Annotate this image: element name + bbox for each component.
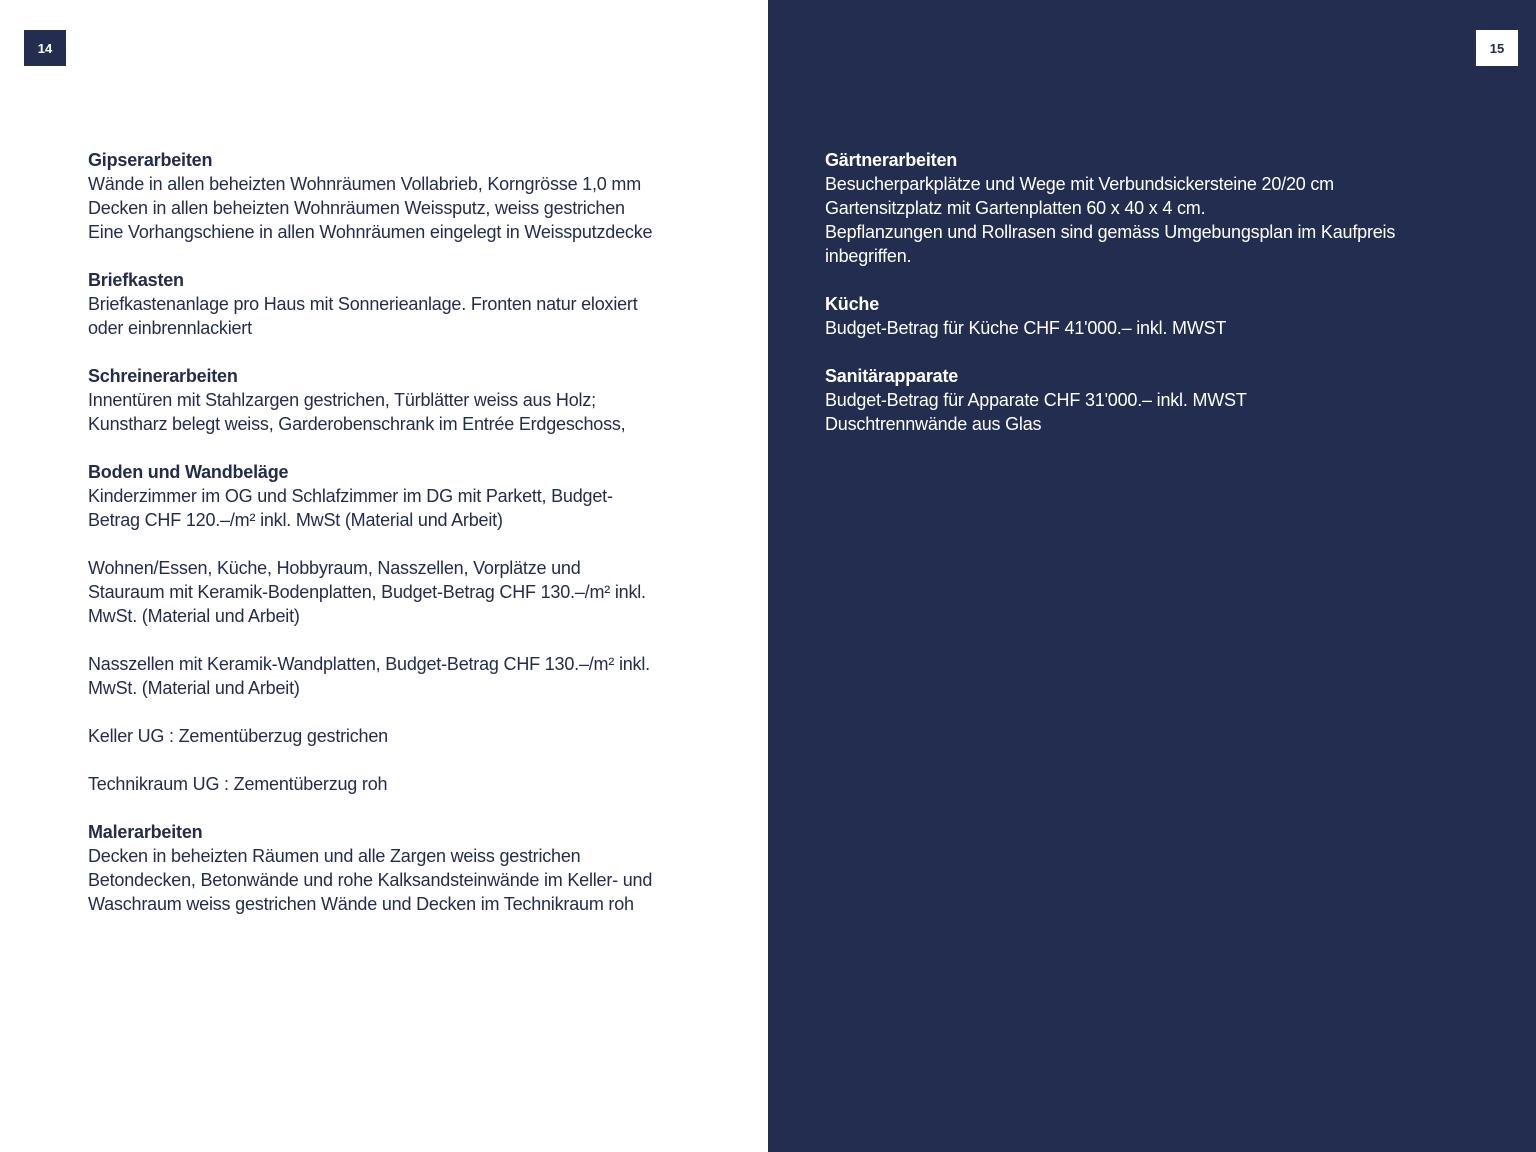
section-paragraph: Innentüren mit Stahlzargen gestrichen, Türblätter weiss aus Holz; Kunstharz belegt weiss, Garderobenschrank im Entrée Erdgeschoss, — [88, 390, 626, 434]
section-heading: Schreinerarbeiten — [88, 366, 238, 386]
section-heading: Gärtnerarbeiten — [825, 150, 958, 170]
section-paragraph: Briefkastenanlage pro Haus mit Sonnerieanlage. Fronten natur eloxiert oder einbrennlackiert — [88, 294, 638, 338]
section — [88, 364, 738, 436]
section — [825, 364, 1485, 436]
section-heading: Küche — [825, 294, 880, 314]
section — [825, 148, 1485, 268]
section — [88, 460, 738, 796]
section-paragraph: Wände in allen beheizten Wohnräumen Vollabrieb, Korngrösse 1,0 mm Decken in allen beheizten Wohnräumen Weissputz, weiss gestrichen Eine Vorhangschiene in allen Wohnräumen eingelegt in Weissputzdecke — [88, 174, 653, 242]
section — [825, 292, 1485, 340]
section-paragraph: Technikraum UG : Zementüberzug roh — [88, 774, 388, 794]
section-heading: Gipserarbeiten — [88, 150, 213, 170]
section-paragraph: Budget-Betrag für Küche CHF 41'000.– inkl. MWST — [825, 318, 1227, 338]
section-paragraph: Nasszellen mit Keramik-Wandplatten, Budget-Betrag CHF 130.–/m² inkl. MwSt. (Material und Arbeit) — [88, 654, 650, 698]
section — [88, 268, 738, 340]
section-heading: Malerarbeiten — [88, 822, 203, 842]
section-heading: Boden und Wandbeläge — [88, 462, 289, 482]
section-heading: Sanitärapparate — [825, 366, 959, 386]
section-paragraph: Wohnen/Essen, Küche, Hobbyraum, Nasszellen, Vorplätze und Stauraum mit Keramik-Bodenplatten, Budget-Betrag CHF 130.–/m² inkl. MwSt. (Material und Arbeit) — [88, 558, 646, 626]
right-page — [768, 0, 1536, 1152]
section-heading: Briefkasten — [88, 270, 184, 290]
page-number-right: 15 — [1476, 30, 1518, 66]
section-paragraph: Decken in beheizten Räumen und alle Zargen weiss gestrichen Betondecken, Betonwände und rohe Kalksandsteinwände im Keller- und Waschraum weiss gestrichen Wände und Decken im Technikraum roh — [88, 846, 653, 914]
section — [88, 148, 738, 244]
section-paragraph: Budget-Betrag für Apparate CHF 31'000.– inkl. MWST Duschtrennwände aus Glas — [825, 390, 1247, 434]
right-page-content — [825, 148, 1485, 460]
section-paragraph: Kinderzimmer im OG und Schlafzimmer im DG mit Parkett, Budget- Betrag CHF 120.–/m² inkl. MwSt (Material und Arbeit) — [88, 486, 613, 530]
section-paragraph: Keller UG : Zementüberzug gestrichen — [88, 726, 388, 746]
page-number-left: 14 — [24, 30, 66, 66]
section — [88, 820, 738, 916]
section-paragraph: Besucherparkplätze und Wege mit Verbundsickersteine 20/20 cm Gartensitzplatz mit Gartenplatten 60 x 40 x 4 cm. Bepflanzungen und Rollrasen sind gemäss Umgebungsplan im Kaufpreis inbegriffen. — [825, 174, 1396, 266]
left-page-content — [88, 148, 738, 940]
